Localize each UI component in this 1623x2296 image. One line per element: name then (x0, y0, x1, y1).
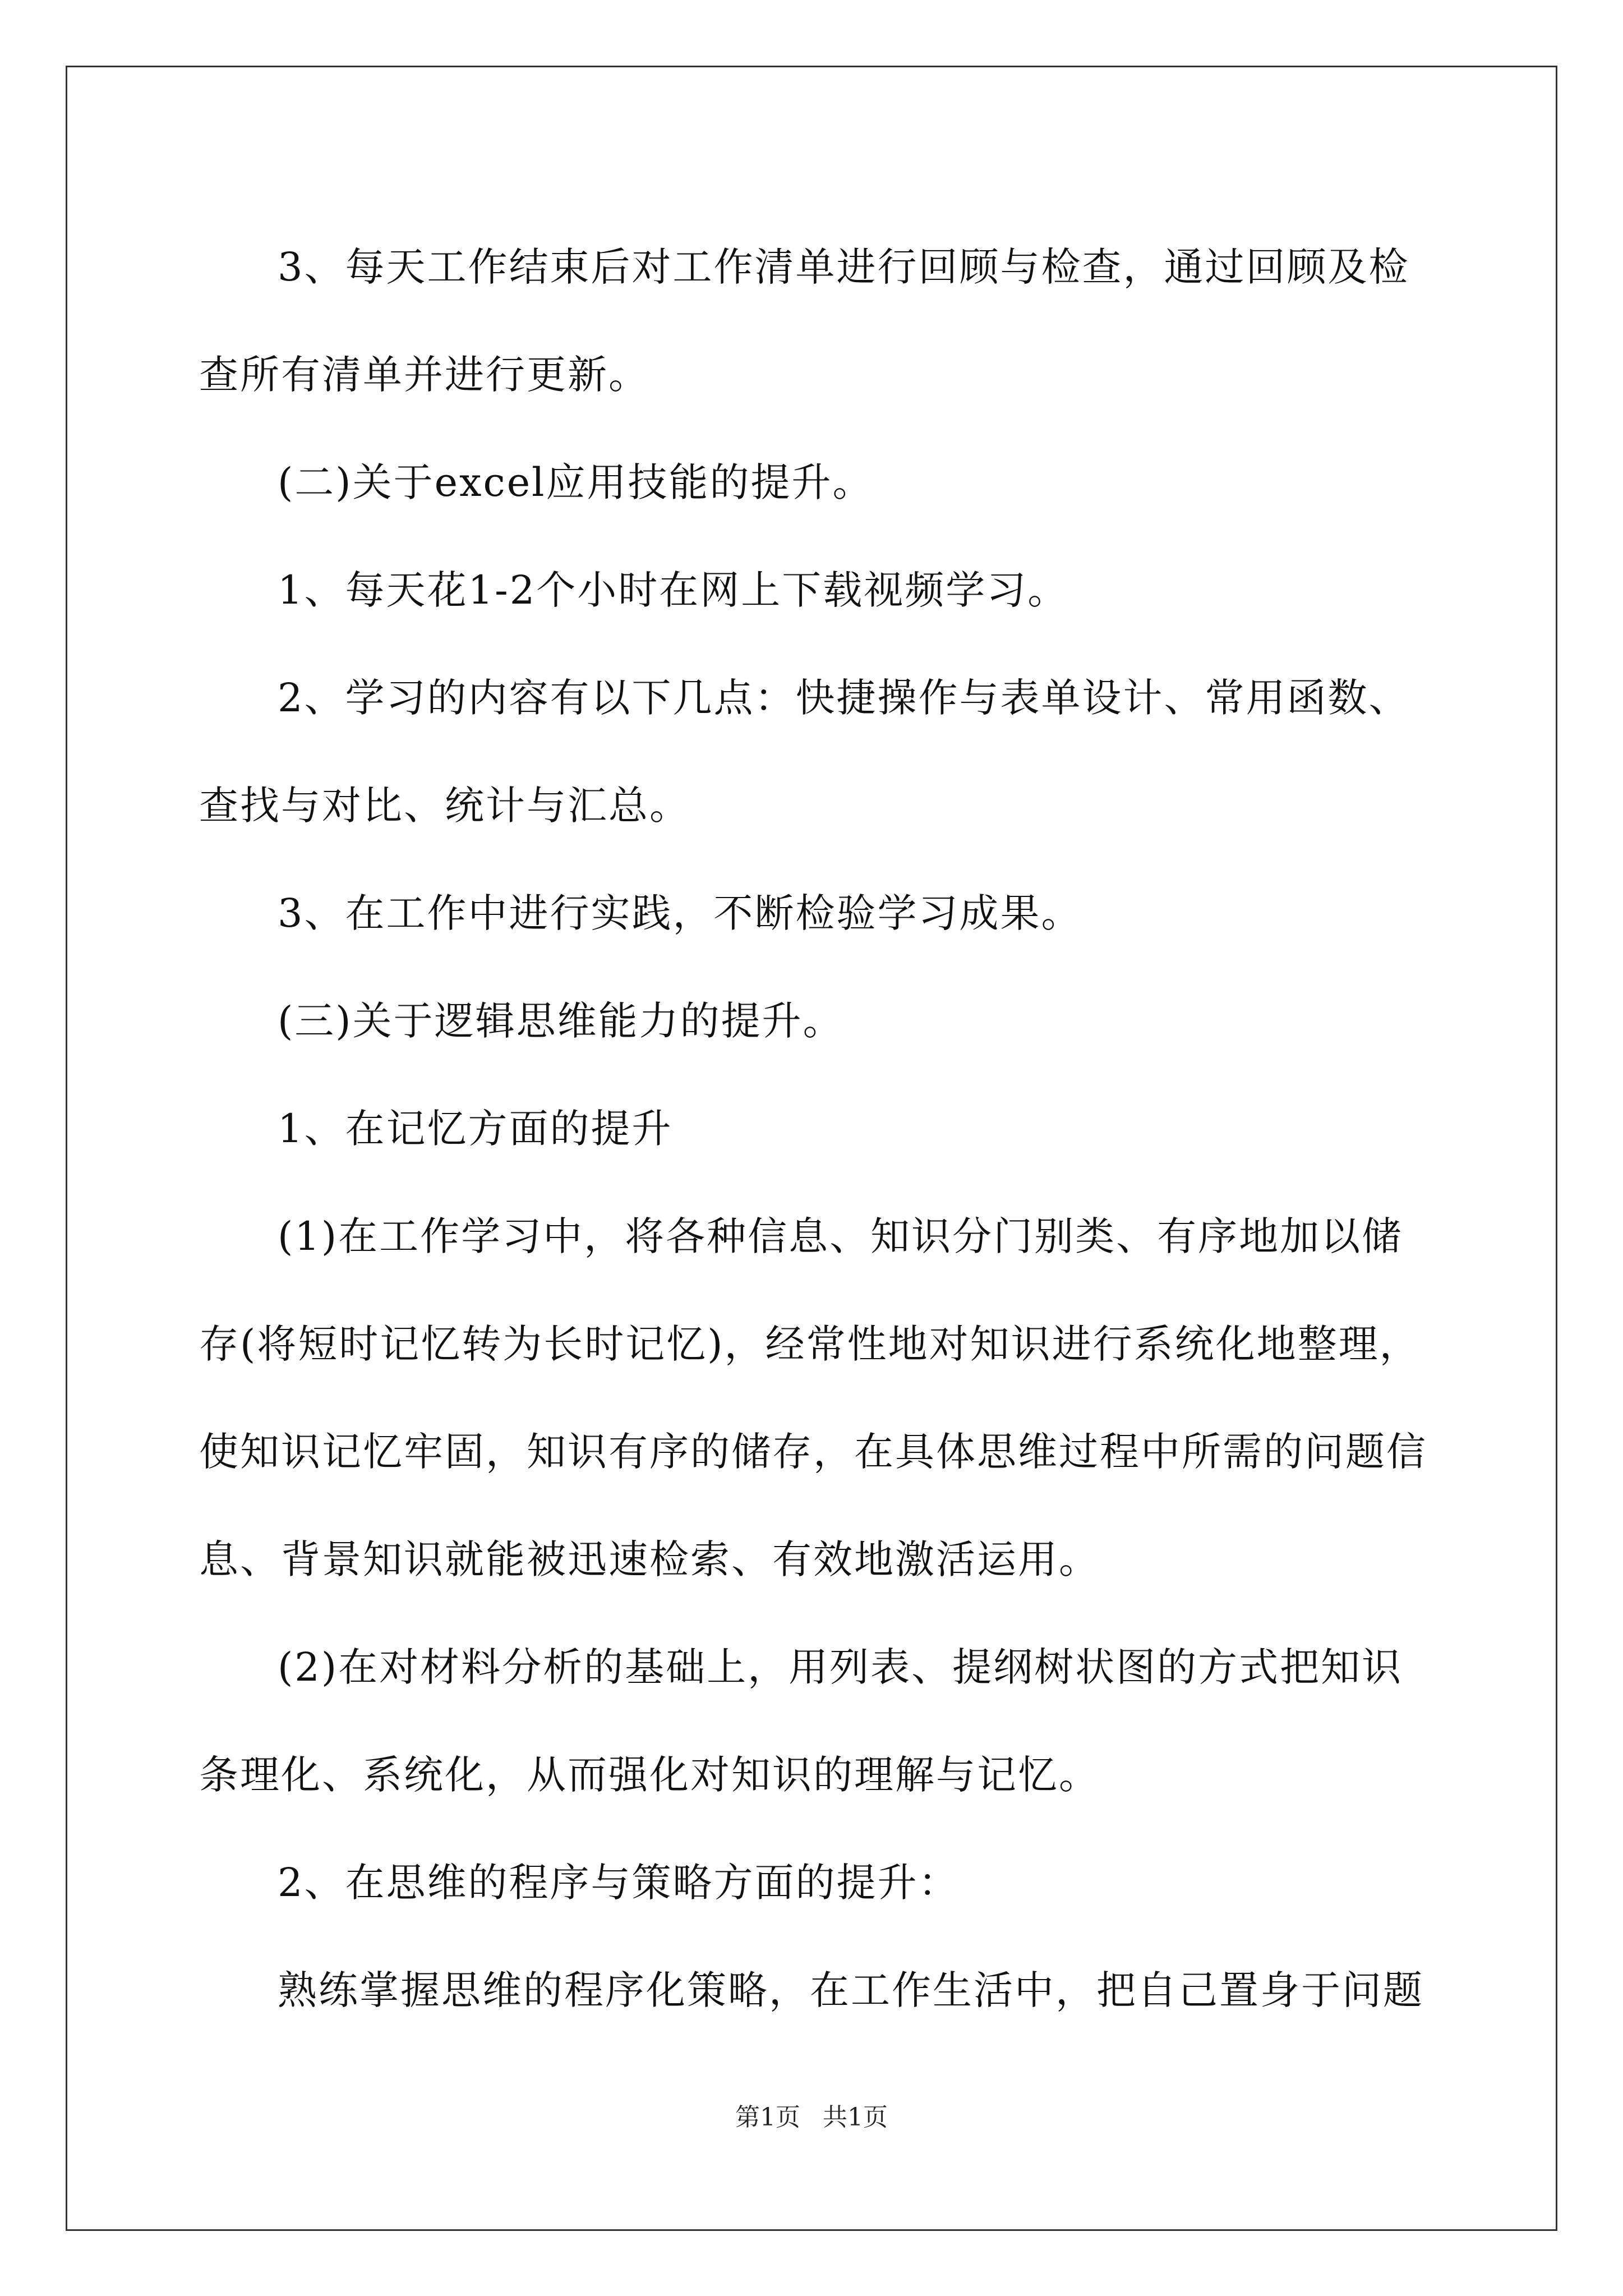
paragraph: 1、每天花1-2个小时在网上下载视频学习。 (278, 567, 1069, 613)
page-number: 第1页 (735, 2103, 800, 2132)
page-footer (0, 2101, 1623, 2134)
paragraph: 3、每天工作结束后对工作清单进行回顾与检查，通过回顾及检查所有清单并进行更新。 (199, 244, 1410, 398)
paragraph: (二)关于excel应用技能的提升。 (278, 459, 874, 505)
paragraph: (2)在对材料分析的基础上，用列表、提纲树状图的方式把知识条理化、系统化，从而强化对知识的理解与记忆。 (199, 1644, 1403, 1798)
paragraph: 2、在思维的程序与策略方面的提升： (278, 1860, 960, 1906)
paragraph: 1、在记忆方面的提升 (278, 1106, 673, 1152)
paragraph: 3、在工作中进行实践，不断检验学习成果。 (278, 890, 1082, 936)
paragraph: (三)关于逻辑思维能力的提升。 (278, 998, 844, 1044)
document-body (199, 213, 1433, 2044)
paragraph: (1)在工作学习中，将各种信息、知识分门别类、有序地加以储存(将短时记忆转为长时记忆)，经常性地对知识进行系统化地整理，使知识记忆牢固，知识有序的储存，在具体思维过程中所需的问题信息、背景知识就能被迅速检索、有效地激活运用。 (199, 1213, 1427, 1582)
page-total: 共1页 (823, 2103, 888, 2132)
paragraph: 2、学习的内容有以下几点：快捷操作与表单设计、常用函数、查找与对比、统计与汇总。 (199, 675, 1410, 829)
paragraph: 熟练掌握思维的程序化策略，在工作生活中，把自己置身于问题 (278, 1967, 1424, 2013)
